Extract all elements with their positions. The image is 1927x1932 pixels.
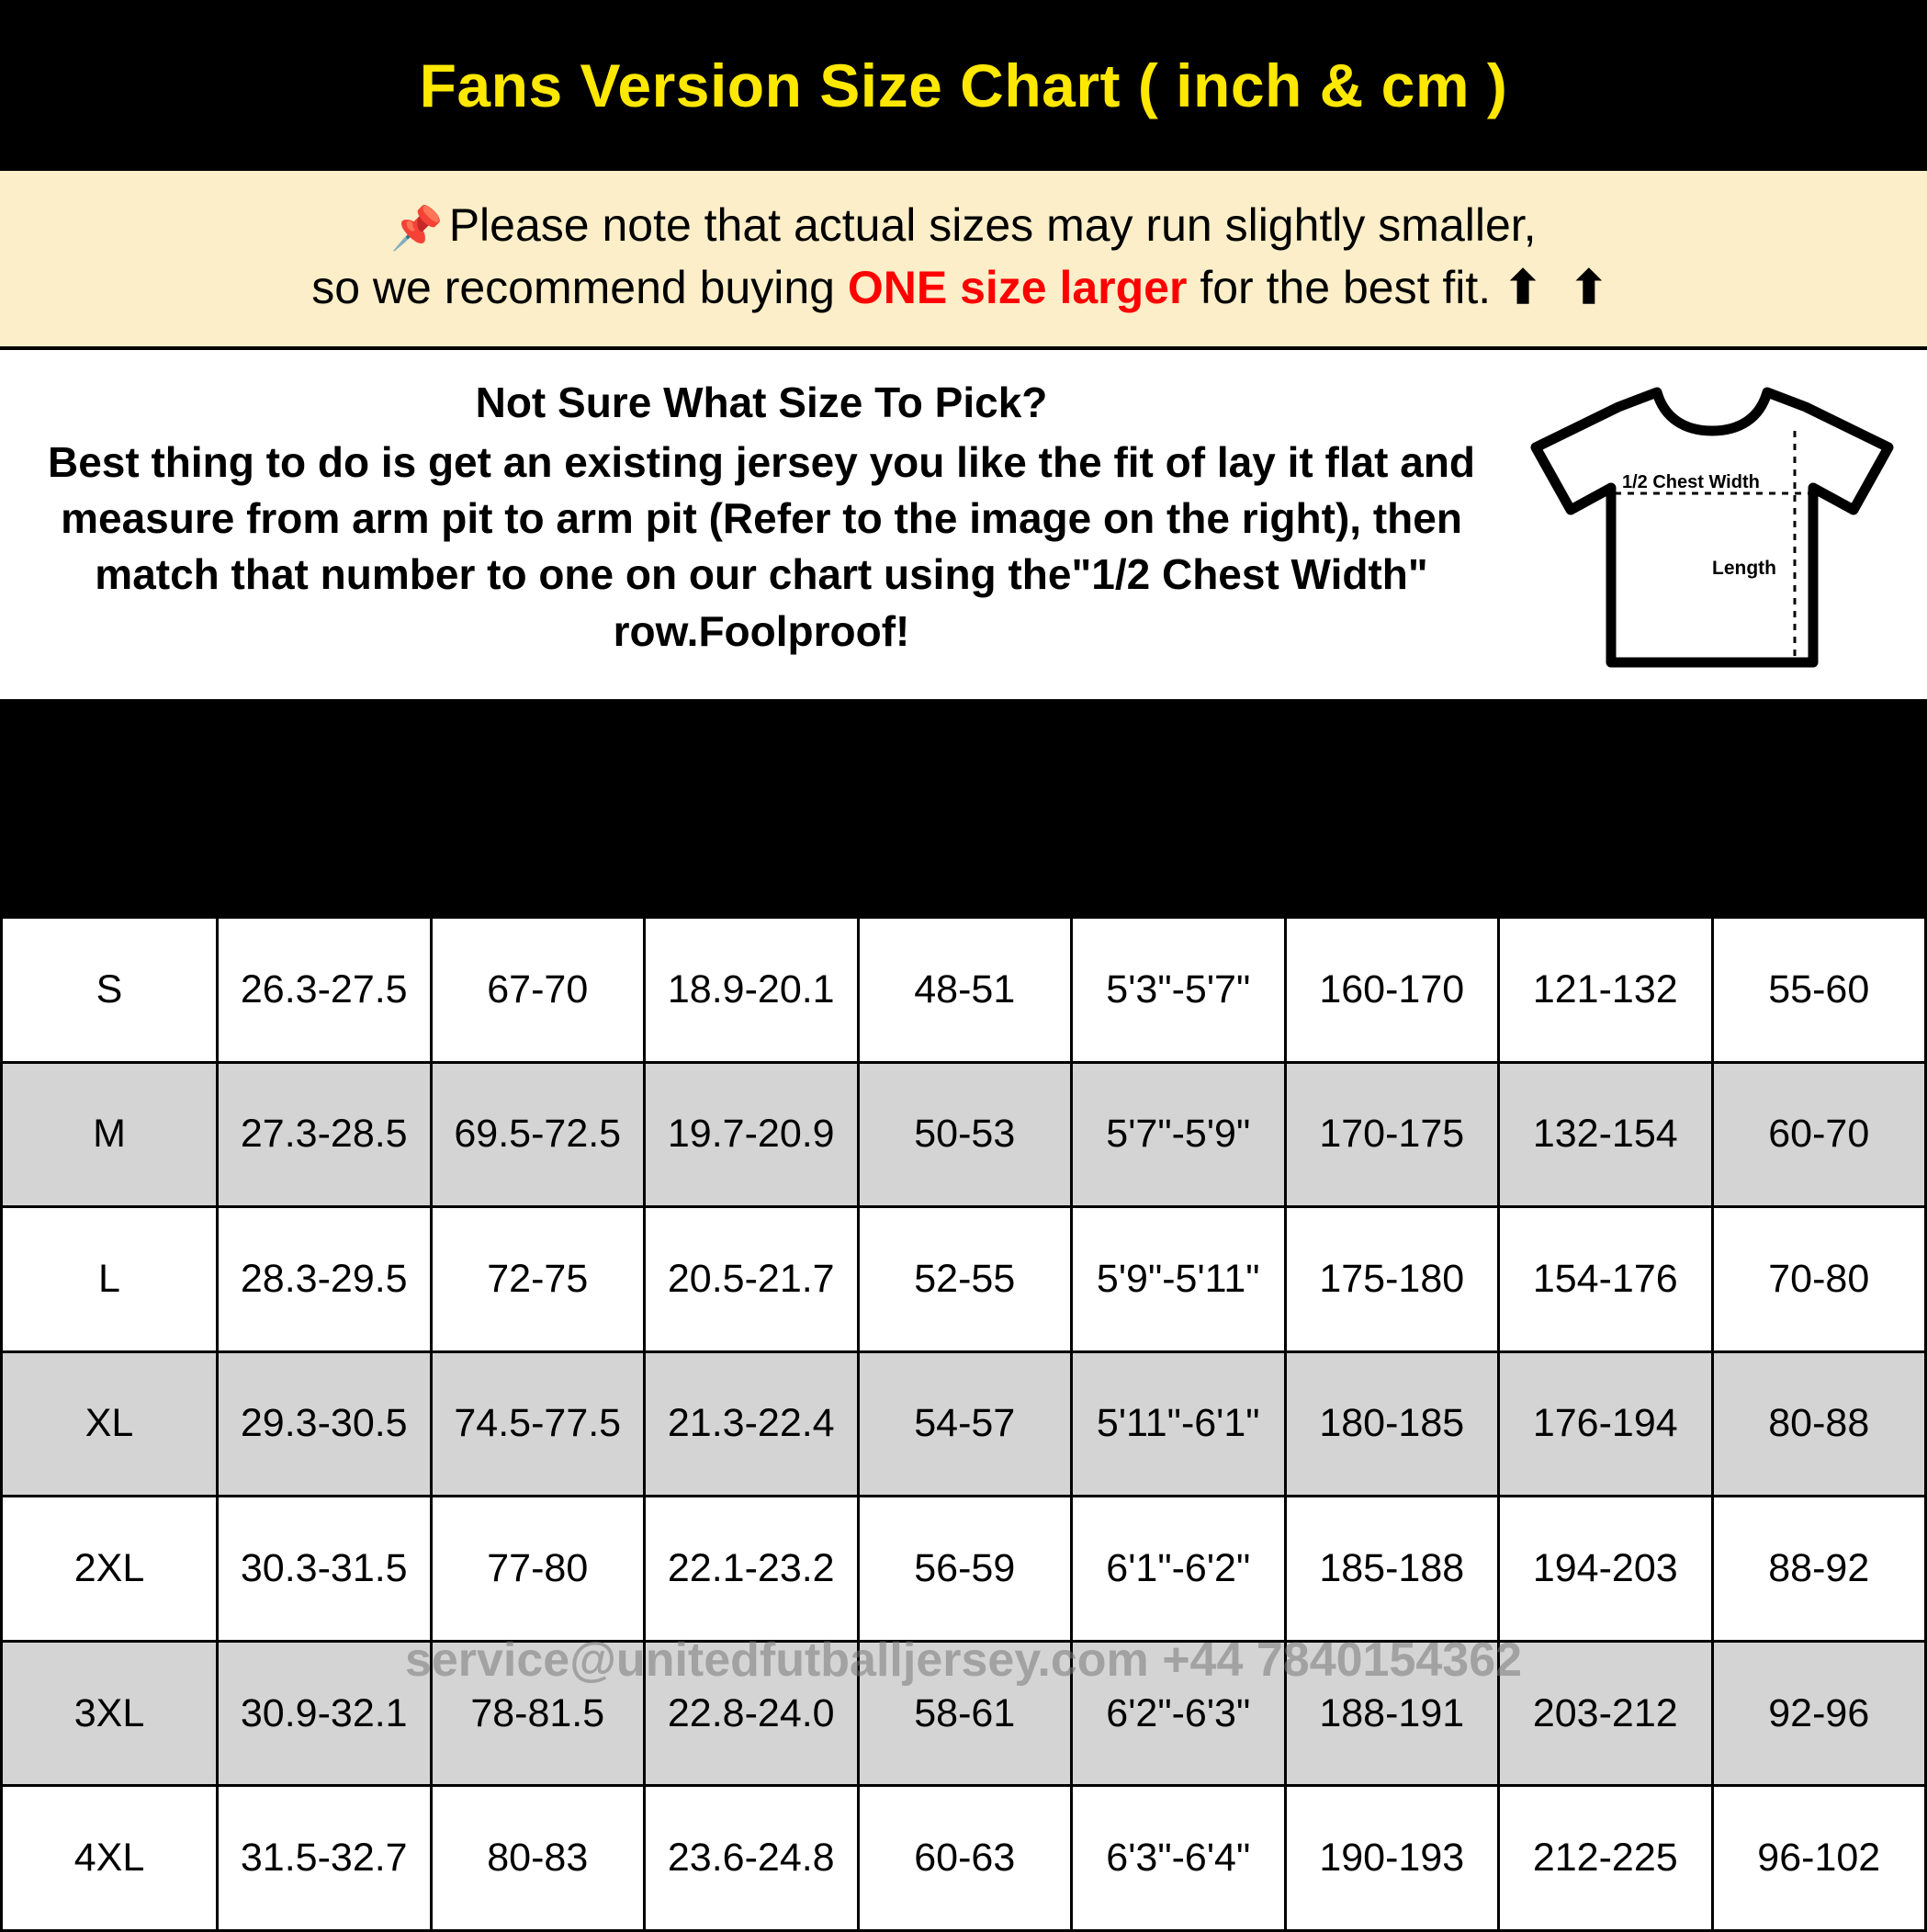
note-line-1 xyxy=(18,195,1909,257)
note-band xyxy=(0,171,1927,350)
header-length-cm: cm xyxy=(431,812,645,918)
cell-length-cm: 78-81.5 xyxy=(431,1641,645,1786)
cell-size: XL xyxy=(2,1351,218,1497)
cell-chest-inch: 20.5-21.7 xyxy=(645,1207,859,1352)
cell-height-inch: 6'2"-6'3" xyxy=(1072,1641,1286,1786)
cell-weight-pound: 194-203 xyxy=(1499,1497,1713,1642)
cell-weight-kg: 92-96 xyxy=(1712,1641,1926,1786)
header-weight-pound: Pound xyxy=(1499,812,1713,918)
cell-chest-inch: 19.7-20.9 xyxy=(645,1062,859,1207)
header-length-inch: inch xyxy=(218,812,432,918)
cell-chest-cm: 50-53 xyxy=(858,1062,1072,1207)
table-row xyxy=(2,1207,1926,1352)
header-size: SIZE xyxy=(2,706,218,918)
cell-weight-pound: 212-225 xyxy=(1499,1786,1713,1931)
cell-height-inch: 6'1"-6'2" xyxy=(1072,1497,1286,1642)
note-line-1-text: Please note that actual sizes may run slightly smaller, xyxy=(448,199,1537,251)
cell-height-cm: 170-175 xyxy=(1285,1062,1499,1207)
advice-text-block xyxy=(13,370,1510,660)
cell-weight-kg: 55-60 xyxy=(1712,918,1926,1063)
cell-length-cm: 69.5-72.5 xyxy=(431,1062,645,1207)
cell-length-cm: 74.5-77.5 xyxy=(431,1351,645,1497)
cell-weight-pound: 154-176 xyxy=(1499,1207,1713,1352)
cell-chest-cm: 48-51 xyxy=(858,918,1072,1063)
cell-length-cm: 67-70 xyxy=(431,918,645,1063)
tshirt-diagram xyxy=(1510,370,1914,679)
table-body xyxy=(2,918,1926,1931)
cell-weight-kg: 96-102 xyxy=(1712,1786,1926,1931)
header-height-inch: inch xyxy=(1072,812,1286,918)
table-row xyxy=(2,1641,1926,1786)
cell-weight-kg: 60-70 xyxy=(1712,1062,1926,1207)
header-group-chest: 1/2 Chest Width xyxy=(645,706,1072,812)
cell-chest-cm: 52-55 xyxy=(858,1207,1072,1352)
cell-size: 3XL xyxy=(2,1641,218,1786)
cell-length-inch: 30.9-32.1 xyxy=(218,1641,432,1786)
cell-size: 2XL xyxy=(2,1497,218,1642)
note-highlight: ONE size larger xyxy=(847,261,1188,313)
cell-height-inch: 5'3"-5'7" xyxy=(1072,918,1286,1063)
cell-weight-kg: 80-88 xyxy=(1712,1351,1926,1497)
chest-width-label: 1/2 Chest Width xyxy=(1622,472,1760,492)
cell-chest-inch: 23.6-24.8 xyxy=(645,1786,859,1931)
cell-weight-pound: 176-194 xyxy=(1499,1351,1713,1497)
cell-weight-pound: 203-212 xyxy=(1499,1641,1713,1786)
cell-height-inch: 5'9"-5'11" xyxy=(1072,1207,1286,1352)
cell-length-inch: 30.3-31.5 xyxy=(218,1497,432,1642)
cell-height-cm: 180-185 xyxy=(1285,1351,1499,1497)
cell-length-cm: 80-83 xyxy=(431,1786,645,1931)
table-row xyxy=(2,1062,1926,1207)
table-row xyxy=(2,1786,1926,1931)
cell-size: L xyxy=(2,1207,218,1352)
cell-length-inch: 31.5-32.7 xyxy=(218,1786,432,1931)
cell-height-cm: 190-193 xyxy=(1285,1786,1499,1931)
table-row xyxy=(2,918,1926,1063)
up-arrows-icon: ⬆ ⬆ xyxy=(1504,261,1616,313)
cell-size: S xyxy=(2,918,218,1063)
note-line-2 xyxy=(18,257,1909,320)
header-group-weight: Weight xyxy=(1499,706,1926,812)
cell-weight-kg: 88-92 xyxy=(1712,1497,1926,1642)
cell-chest-inch: 22.8-24.0 xyxy=(645,1641,859,1786)
note-line-2-suffix: for the best fit. xyxy=(1187,261,1492,313)
cell-height-inch: 6'3"-6'4" xyxy=(1072,1786,1286,1931)
cell-chest-inch: 18.9-20.1 xyxy=(645,918,859,1063)
length-label: Length xyxy=(1712,558,1776,579)
table-row xyxy=(2,1497,1926,1642)
page-title: Fans Version Size Chart ( inch & cm ) xyxy=(419,51,1508,119)
cell-length-cm: 72-75 xyxy=(431,1207,645,1352)
watermark: service@unitedfutballjersey.com +44 7840154362 xyxy=(404,1633,1523,1687)
advice-heading: Not Sure What Size To Pick? xyxy=(475,378,1048,426)
cell-chest-cm: 56-59 xyxy=(858,1497,1072,1642)
table-group-header-row xyxy=(2,706,1926,812)
advice-body: Best thing to do is get an existing jersey you like the fit of lay it flat and measure from arm pit to arm pit (Refer to the image on the right), then match that number to one on our chart using the"1/2 Chest Width" row.Foolproof! xyxy=(47,438,1476,655)
header-chest-inch: inch xyxy=(645,812,859,918)
cell-length-inch: 27.3-28.5 xyxy=(218,1062,432,1207)
table-head xyxy=(2,706,1926,918)
cell-chest-cm: 58-61 xyxy=(858,1641,1072,1786)
cell-chest-inch: 21.3-22.4 xyxy=(645,1351,859,1497)
tshirt-icon xyxy=(1519,376,1905,679)
cell-size: 4XL xyxy=(2,1786,218,1931)
cell-length-inch: 28.3-29.5 xyxy=(218,1207,432,1352)
cell-height-inch: 5'11"-6'1" xyxy=(1072,1351,1286,1497)
cell-length-inch: 26.3-27.5 xyxy=(218,918,432,1063)
cell-chest-inch: 22.1-23.2 xyxy=(645,1497,859,1642)
cell-length-inch: 29.3-30.5 xyxy=(218,1351,432,1497)
cell-size: M xyxy=(2,1062,218,1207)
size-table xyxy=(0,705,1927,1932)
header-group-height: Height xyxy=(1072,706,1499,812)
header-group-length: Length xyxy=(218,706,645,812)
cell-height-cm: 185-188 xyxy=(1285,1497,1499,1642)
cell-height-cm: 160-170 xyxy=(1285,918,1499,1063)
size-table-wrap xyxy=(0,705,1927,1932)
note-line-2-prefix: so we recommend buying xyxy=(311,261,848,313)
header-height-cm: cm xyxy=(1285,812,1499,918)
cell-weight-pound: 132-154 xyxy=(1499,1062,1713,1207)
cell-weight-kg: 70-80 xyxy=(1712,1207,1926,1352)
header-chest-cm: cm xyxy=(858,812,1072,918)
title-bar xyxy=(0,0,1927,171)
cell-height-cm: 188-191 xyxy=(1285,1641,1499,1786)
table-row xyxy=(2,1351,1926,1497)
cell-height-inch: 5'7"-5'9" xyxy=(1072,1062,1286,1207)
header-weight-kg: KG xyxy=(1712,812,1926,918)
cell-chest-cm: 60-63 xyxy=(858,1786,1072,1931)
cell-weight-pound: 121-132 xyxy=(1499,918,1713,1063)
cell-length-cm: 77-80 xyxy=(431,1497,645,1642)
cell-chest-cm: 54-57 xyxy=(858,1351,1072,1497)
pushpin-icon: 📌 xyxy=(390,204,444,252)
cell-height-cm: 175-180 xyxy=(1285,1207,1499,1352)
table-sub-header-row xyxy=(2,812,1926,918)
advice-section xyxy=(0,350,1927,705)
